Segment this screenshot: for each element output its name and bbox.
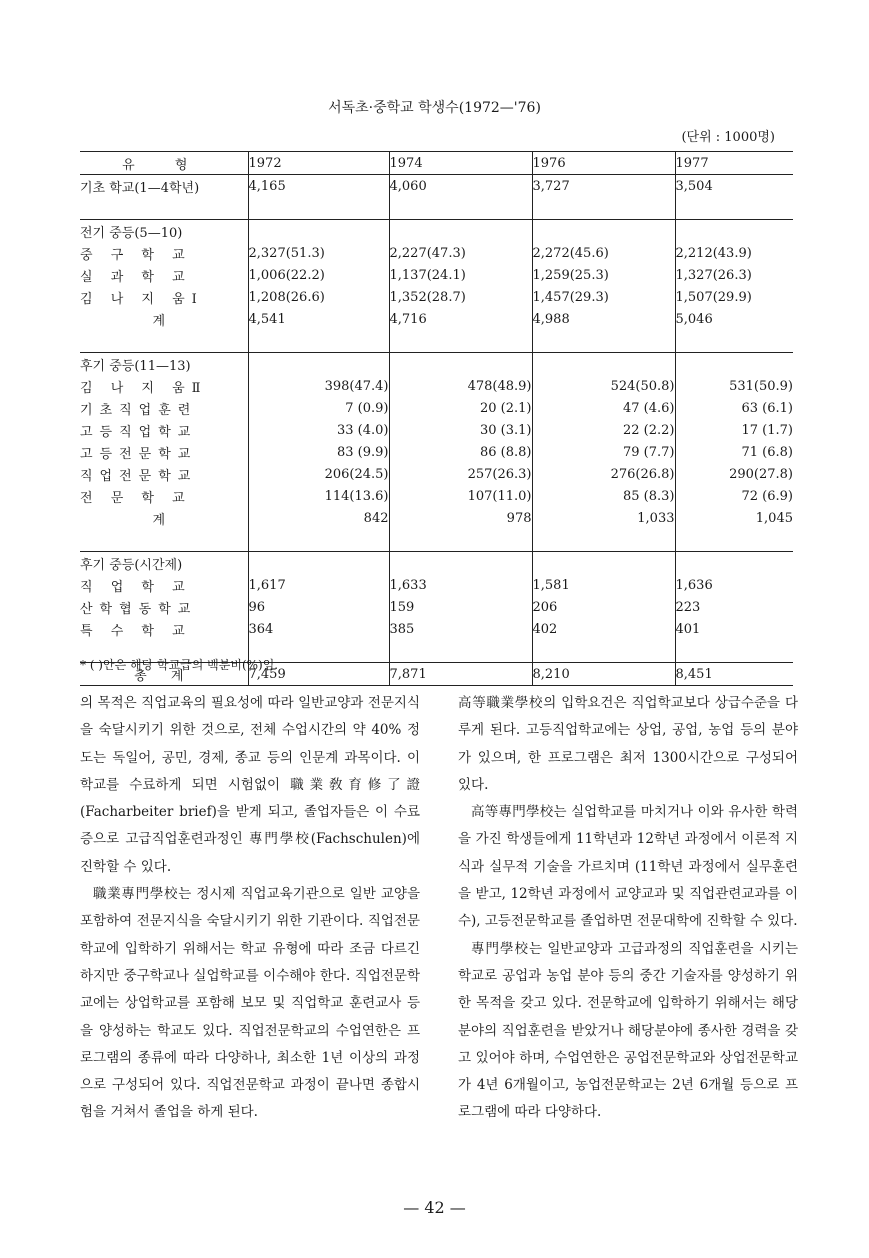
page-number: — 42 — bbox=[403, 1198, 466, 1217]
row-label: 김 나 지 움Ⅰ bbox=[80, 291, 204, 307]
spacer-cell bbox=[389, 330, 532, 353]
section-heading: 후기 중등(시간제) bbox=[80, 552, 248, 575]
cell-value: 159 bbox=[389, 596, 532, 618]
cell-value: 1,581 bbox=[532, 574, 675, 596]
cell-value: 478(48.9) bbox=[389, 375, 532, 397]
cell-value: 4,165 bbox=[248, 175, 389, 198]
cell-value: 1,617 bbox=[248, 574, 389, 596]
cell-value: 206(24.5) bbox=[248, 463, 389, 485]
cell-value: 1,352(28.7) bbox=[389, 286, 532, 308]
cell-value: 3,727 bbox=[532, 175, 675, 198]
cell-value: 385 bbox=[389, 618, 532, 640]
table-row bbox=[80, 264, 793, 286]
spacer-row bbox=[80, 529, 793, 552]
cell-value: 114(13.6) bbox=[248, 485, 389, 507]
paragraph: 高等專門學校는 실업학교를 마치거나 이와 유사한 학력을 가진 학생들에게 11학년과 12학년 과정에서 이론적 지식과 실무적 기술을 가르치며 (11학년 과정에서 실무훈련을 받고, 12학년 과정에서 교양교과 및 직업관련교과를 이수), 고등전문학교를 졸업하면 전문대학에 진학할 수 있다. bbox=[458, 804, 798, 930]
cell-value: 2,272(45.6) bbox=[532, 242, 675, 264]
table-row bbox=[80, 596, 793, 618]
table-row bbox=[80, 463, 793, 485]
cell-value: 4,988 bbox=[532, 308, 675, 330]
empty-cell bbox=[389, 220, 532, 243]
cell-value: 1,636 bbox=[675, 574, 793, 596]
row-label: 중 구 학 교 bbox=[80, 247, 192, 263]
section-heading-row bbox=[80, 552, 793, 575]
spacer-cell bbox=[532, 330, 675, 353]
cell-value: 47 (4.6) bbox=[532, 397, 675, 419]
cell-value: 2,327(51.3) bbox=[248, 242, 389, 264]
paragraph: 職業專門學校는 정시제 직업교육기관으로 일반 교양을 포함하여 전문지식을 숙달시키기 위한 기관이다. 직업전문학교에 입학하기 위해서는 학교 유형에 따라 조금 다르긴 하지만 중구학교나 실업학교를 이수해야 한다. 직업전문학교에는 상업학교를 포함해 보모 및 직업학교 훈련교사 등을 양성하는 학교도 있다. 직업전문학교의 수업연한은 프로그램의 종류에 따라 다양하나, 최소한 1년 이상의 과정으로 구성되어 있다. 직업전문학교 과정이 끝나면 종합시험을 거쳐서 졸업을 하게 된다. bbox=[80, 886, 420, 1121]
cell-value: 1,633 bbox=[389, 574, 532, 596]
table-row bbox=[80, 618, 793, 640]
paragraph: 의 목적은 직업교육의 필요성에 따라 일반교양과 전문지식을 숙달시키기 위한 것으로, 전체 수업시간의 약 40% 정도는 독일어, 공민, 경제, 종교 등의 인문계 과목이다. 이 학교를 수료하게 되면 시험없이 職業敎育修了證(Facharbeiter brief)을 받게 되고, 졸업자들은 이 수료증으로 고급직업훈련과정인 專門學校(Fachschulen)에 진학할 수 있다. bbox=[80, 695, 420, 875]
cell-value: 71 (6.8) bbox=[675, 441, 793, 463]
spacer-cell bbox=[532, 640, 675, 663]
cell-value: 978 bbox=[389, 507, 532, 529]
table-header-row bbox=[80, 152, 793, 175]
cell-value: 2,227(47.3) bbox=[389, 242, 532, 264]
total-label: 총 계 bbox=[80, 663, 248, 686]
cell-value: 1,006(22.2) bbox=[248, 264, 389, 286]
spacer-cell bbox=[248, 330, 389, 353]
year-header: 1976 bbox=[532, 152, 675, 175]
year-header: 1974 bbox=[389, 152, 532, 175]
right-text-column bbox=[458, 690, 798, 1127]
section-heading: 후기 중등(11—13) bbox=[80, 353, 248, 376]
row-label: 전 문 학 교 bbox=[80, 490, 192, 506]
cell-value: 72 (6.9) bbox=[675, 485, 793, 507]
row-label: 산학협동학교 bbox=[80, 601, 198, 617]
cell-value: 86 (8.8) bbox=[389, 441, 532, 463]
empty-cell bbox=[532, 353, 675, 376]
row-label: 실 과 학 교 bbox=[80, 269, 192, 285]
cell-value: 1,137(24.1) bbox=[389, 264, 532, 286]
cell-value: 5,046 bbox=[675, 308, 793, 330]
cell-value: 257(26.3) bbox=[389, 463, 532, 485]
cell-value: 30 (3.1) bbox=[389, 419, 532, 441]
table-row bbox=[80, 485, 793, 507]
cell-value: 1,045 bbox=[675, 507, 793, 529]
cell-value: 4,716 bbox=[389, 308, 532, 330]
section-heading: 전기 중등(5—10) bbox=[80, 220, 248, 243]
cell-value: 290(27.8) bbox=[675, 463, 793, 485]
cell-value: 4,060 bbox=[389, 175, 532, 198]
cell-value: 107(11.0) bbox=[389, 485, 532, 507]
cell-value: 531(50.9) bbox=[675, 375, 793, 397]
empty-cell bbox=[675, 552, 793, 575]
spacer-row bbox=[80, 330, 793, 353]
table-footnote: * ( )안은 해당 학교급의 백분비(%)임. bbox=[80, 658, 279, 672]
empty-cell bbox=[389, 552, 532, 575]
cell-value: 22 (2.2) bbox=[532, 419, 675, 441]
left-text-column bbox=[80, 690, 420, 1127]
row-label: 특 수 학 교 bbox=[80, 623, 192, 639]
total-value: 8,451 bbox=[675, 663, 793, 686]
table-title: 서독초·중학교 학생수(1972—'76) bbox=[328, 100, 541, 116]
unit-note: (단위 : 1000명) bbox=[681, 130, 775, 145]
spacer-cell bbox=[389, 640, 532, 663]
row-label: 고등전문학교 bbox=[80, 446, 198, 462]
paragraph: 高等職業學校의 입학요건은 직업학교보다 상급수준을 다루게 된다. 고등직업학교에는 상업, 공업, 농업 등의 분야가 있으며, 한 프로그램은 최저 1300시간으로 구성되어 있다. bbox=[458, 695, 798, 793]
cell-value: 1,457(29.3) bbox=[532, 286, 675, 308]
cell-value: 402 bbox=[532, 618, 675, 640]
table-row bbox=[80, 574, 793, 596]
cell-value: 1,507(29.9) bbox=[675, 286, 793, 308]
table-row bbox=[80, 397, 793, 419]
total-value: 7,871 bbox=[389, 663, 532, 686]
paragraph: 專門學校는 일반교양과 고급과정의 직업훈련을 시키는 학교로 공업과 농업 분야 등의 중간 기술자를 양성하기 위한 목적을 갖고 있다. 전문학교에 입학하기 위해서는 해당분야의 직업훈련을 받았거나 해당분야에 종사한 경력을 갖고 있어야 하며, 수업연한은 공업전문학교와 상업전문학교가 4년 6개월이고, 농업전문학교는 2년 6개월 등으로 프로그램에 따라 다양하다. bbox=[458, 940, 798, 1121]
table-row bbox=[80, 419, 793, 441]
cell-value: 398(47.4) bbox=[248, 375, 389, 397]
spacer-cell bbox=[80, 529, 248, 552]
cell-value: 96 bbox=[248, 596, 389, 618]
empty-cell bbox=[675, 220, 793, 243]
cell-value: 223 bbox=[675, 596, 793, 618]
row-label: 직 업 학 교 bbox=[80, 579, 192, 595]
header-label: 유 형 bbox=[80, 152, 248, 175]
spacer-cell bbox=[80, 330, 248, 353]
total-value: 8,210 bbox=[532, 663, 675, 686]
cell-value: 842 bbox=[248, 507, 389, 529]
cell-value: 206 bbox=[532, 596, 675, 618]
spacer-cell bbox=[532, 529, 675, 552]
cell-value: 1,033 bbox=[532, 507, 675, 529]
spacer-cell bbox=[675, 529, 793, 552]
section-heading-row bbox=[80, 353, 793, 376]
total-value: 7,459 bbox=[248, 663, 389, 686]
cell-value: 63 (6.1) bbox=[675, 397, 793, 419]
spacer-cell bbox=[248, 197, 389, 220]
row-label: 계 bbox=[152, 512, 176, 528]
section-heading-row bbox=[80, 220, 793, 243]
table-row bbox=[80, 375, 793, 397]
cell-value: 79 (7.7) bbox=[532, 441, 675, 463]
cell-value: 1,327(26.3) bbox=[675, 264, 793, 286]
table-row bbox=[80, 441, 793, 463]
cell-value: 7 (0.9) bbox=[248, 397, 389, 419]
row-label: 고등직업학교 bbox=[80, 424, 198, 440]
cell-value: 4,541 bbox=[248, 308, 389, 330]
cell-value: 17 (1.7) bbox=[675, 419, 793, 441]
row-label: 계 bbox=[152, 313, 176, 329]
spacer-cell bbox=[248, 529, 389, 552]
cell-value: 364 bbox=[248, 618, 389, 640]
table-row bbox=[80, 242, 793, 264]
cell-value: 85 (8.3) bbox=[532, 485, 675, 507]
cell-value: 1,259(25.3) bbox=[532, 264, 675, 286]
table-row bbox=[80, 308, 793, 330]
table-row bbox=[80, 175, 793, 198]
cell-value: 83 (9.9) bbox=[248, 441, 389, 463]
spacer-cell bbox=[80, 197, 248, 220]
row-label: 김 나 지 움Ⅱ bbox=[80, 380, 208, 396]
spacer-row bbox=[80, 197, 793, 220]
cell-value: 2,212(43.9) bbox=[675, 242, 793, 264]
year-header: 1977 bbox=[675, 152, 793, 175]
row-label: 기초직업훈련 bbox=[80, 402, 198, 418]
cell-value: 524(50.8) bbox=[532, 375, 675, 397]
row-label: 직업전문학교 bbox=[80, 468, 198, 484]
empty-cell bbox=[532, 552, 675, 575]
row-label: 기초 학교(1—4학년) bbox=[80, 175, 248, 198]
spacer-cell bbox=[675, 330, 793, 353]
spacer-cell bbox=[532, 197, 675, 220]
cell-value: 1,208(26.6) bbox=[248, 286, 389, 308]
empty-cell bbox=[532, 220, 675, 243]
cell-value: 276(26.8) bbox=[532, 463, 675, 485]
empty-cell bbox=[675, 353, 793, 376]
year-header: 1972 bbox=[248, 152, 389, 175]
empty-cell bbox=[389, 353, 532, 376]
table-row bbox=[80, 286, 793, 308]
spacer-cell bbox=[675, 197, 793, 220]
empty-cell bbox=[248, 353, 389, 376]
empty-cell bbox=[248, 220, 389, 243]
spacer-cell bbox=[389, 529, 532, 552]
cell-value: 401 bbox=[675, 618, 793, 640]
table-row bbox=[80, 507, 793, 529]
cell-value: 3,504 bbox=[675, 175, 793, 198]
student-count-table bbox=[80, 151, 793, 686]
spacer-cell bbox=[675, 640, 793, 663]
cell-value: 33 (4.0) bbox=[248, 419, 389, 441]
empty-cell bbox=[248, 552, 389, 575]
spacer-cell bbox=[389, 197, 532, 220]
cell-value: 20 (2.1) bbox=[389, 397, 532, 419]
